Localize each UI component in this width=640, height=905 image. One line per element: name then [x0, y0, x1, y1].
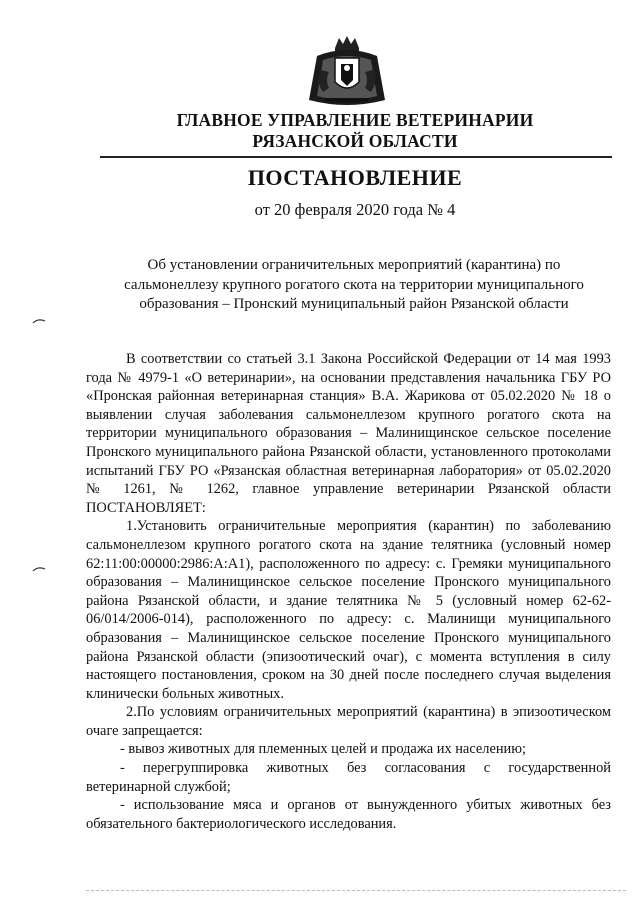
scan-edge-artifact [86, 890, 626, 895]
clause-1-paragraph: 1.Установить ограничительные мероприятия (карантин) по заболеванию сальмонеллезом крупного рогатого скота на здание телятника (условный номер 62:11:00:00000:2986:А:А1), расположенного по адресу: с. Гремяки муниципального образования – Малинищинское сельское поселение Пронского муниципального района Рязанской области, и здание телятника № 5 (условный номер 62-62-06/014/2006-014), расположенного по адресу: с. Малинищи муниципального образования – Малинищинское сельское поселение Пронского муниципального района Рязанской области (эпизоотический очаг), с момента вступления в силу настоящего постановления, сроком на 30 дней после последнего случая выделения клинически больных животных. [86, 518, 611, 702]
document-subject: Об установлении ограничительных мероприятий (карантина) по сальмонеллезу крупного рогатого скота на территории муниципального образования – Пронский муниципальный район Рязанской области [124, 257, 584, 312]
organization-name-line-2: РЯЗАНСКОЙ ОБЛАСТИ [252, 131, 458, 151]
organization-name-line-1: ГЛАВНОЕ УПРАВЛЕНИЕ ВЕТЕРИНАРИИ [176, 110, 534, 130]
restriction-item: - вывоз животных для племенных целей и продажа их населению; [120, 741, 526, 758]
ryazan-coat-of-arms-icon [305, 34, 389, 110]
margin-hole-mark [32, 318, 46, 324]
document-title: ПОСТАНОВЛЕНИЕ [247, 165, 463, 190]
preamble-paragraph: В соответствии со статьей 3.1 Закона Российской Федерации от 14 мая 1993 года № 4979-1 «О ветеринарии», на основании представления начальника ГБУ РО «Пронская районная ветеринарная станция» В.А. Жарикова от 05.02.2020 № 18 о выявлении случая заболевания сальмонеллезом крупного рогатого скота на территории муниципального образования – Малинищинское сельское поселение Пронского муниципального района Рязанской области, установленного протоколами испытаний ГБУ РО «Рязанская областная ветеринарная лаборатория» от 05.02.2020 № 1261, № 1262, главное управление ветеринарии Рязанской области ПОСТАНОВЛЯЕТ: [86, 351, 611, 516]
restriction-item: - использование мяса и органов от вынужденного убитых животных без обязательного бактериологического исследования. [86, 797, 611, 832]
document-body [86, 350, 611, 833]
clause-2-paragraph: 2.По условиям ограничительных мероприятий (карантина) в эпизоотическом очаге запрещается: [86, 704, 611, 739]
restriction-item: - перегруппировка животных без согласования с государственной ветеринарной службой; [86, 760, 611, 795]
header-divider [100, 156, 612, 158]
document-date-number: от 20 февраля 2020 года № 4 [254, 200, 456, 219]
margin-hole-mark [32, 566, 46, 572]
